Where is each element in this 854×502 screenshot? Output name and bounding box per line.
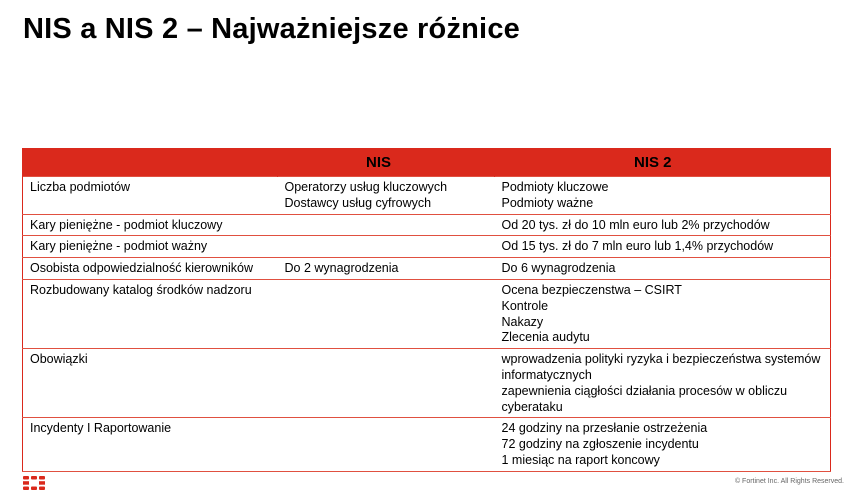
nis2-cell <box>495 418 831 471</box>
slide-title: NIS a NIS 2 – Najważniejsze różnice <box>23 13 520 45</box>
nis-cell <box>278 349 495 418</box>
copyright-text: © Fortinet Inc. All Rights Reserved. <box>734 478 844 485</box>
nis-cell <box>278 214 495 236</box>
row-label: Obowiązki <box>23 349 278 418</box>
nis2-cell <box>495 279 831 348</box>
header-nis: NIS <box>278 148 495 177</box>
cell-line: Zlecenia audytu <box>501 330 590 345</box>
cell-line: Od 15 tys. zł do 7 mln euro lub 1,4% przychodów <box>501 239 774 254</box>
cell-line: Podmioty ważne <box>501 195 594 210</box>
header-nis2: NIS 2 <box>495 148 831 177</box>
row-label: Incydenty I Raportowanie <box>23 418 278 471</box>
cell-line: Do 2 wynagrodzenia <box>284 261 399 276</box>
cell-line: Ocena bezpieczenstwa – CSIRT <box>501 282 682 297</box>
nis2-cell <box>495 258 831 280</box>
nis-cell <box>278 236 495 258</box>
fortinet-logo-icon <box>23 476 45 490</box>
cell-line: Od 20 tys. zł do 10 mln euro lub 2% przychodów <box>501 217 770 232</box>
row-label: Liczba podmiotów <box>23 177 278 215</box>
nis2-cell <box>495 214 831 236</box>
comparison-table <box>22 148 831 472</box>
table-row <box>23 177 831 215</box>
cell-line: 72 godziny na zgłoszenie incydentu <box>501 437 699 452</box>
table-row <box>23 236 831 258</box>
cell-line: Dostawcy usług cyfrowych <box>284 195 432 210</box>
cell-line: Nakazy <box>501 314 544 329</box>
cell-line: 1 miesiąc na raport koncowy <box>501 452 660 467</box>
cell-line: wprowadzenia polityki ryzyka i bezpieczeństwa systemów informatycznych <box>501 352 821 382</box>
table-row <box>23 418 831 471</box>
row-label: Kary pieniężne - podmiot kluczowy <box>23 214 278 236</box>
cell-line: Operatorzy usług kluczowych <box>284 180 448 194</box>
cell-line: Podmioty kluczowe <box>501 180 609 194</box>
cell-line: Kontrole <box>501 298 549 313</box>
cell-line: Do 6 wynagrodzenia <box>501 261 616 276</box>
cell-line: 24 godziny na przesłanie ostrzeżenia <box>501 421 708 436</box>
row-label: Osobista odpowiedzialność kierowników <box>23 258 278 280</box>
nis2-cell <box>495 236 831 258</box>
table-row <box>23 214 831 236</box>
nis-cell <box>278 279 495 348</box>
table-row <box>23 279 831 348</box>
row-label: Rozbudowany katalog środków nadzoru <box>23 279 278 348</box>
table-row <box>23 258 831 280</box>
nis2-cell <box>495 177 831 215</box>
nis-cell <box>278 418 495 471</box>
table-row <box>23 349 831 418</box>
table-header-row <box>23 148 831 177</box>
cell-line: zapewnienia ciągłości działania procesów w obliczu cyberataku <box>501 383 788 414</box>
header-label-col <box>23 148 278 177</box>
nis-cell <box>278 177 495 215</box>
row-label: Kary pieniężne - podmiot ważny <box>23 236 278 258</box>
nis-cell <box>278 258 495 280</box>
nis2-cell <box>495 349 831 418</box>
